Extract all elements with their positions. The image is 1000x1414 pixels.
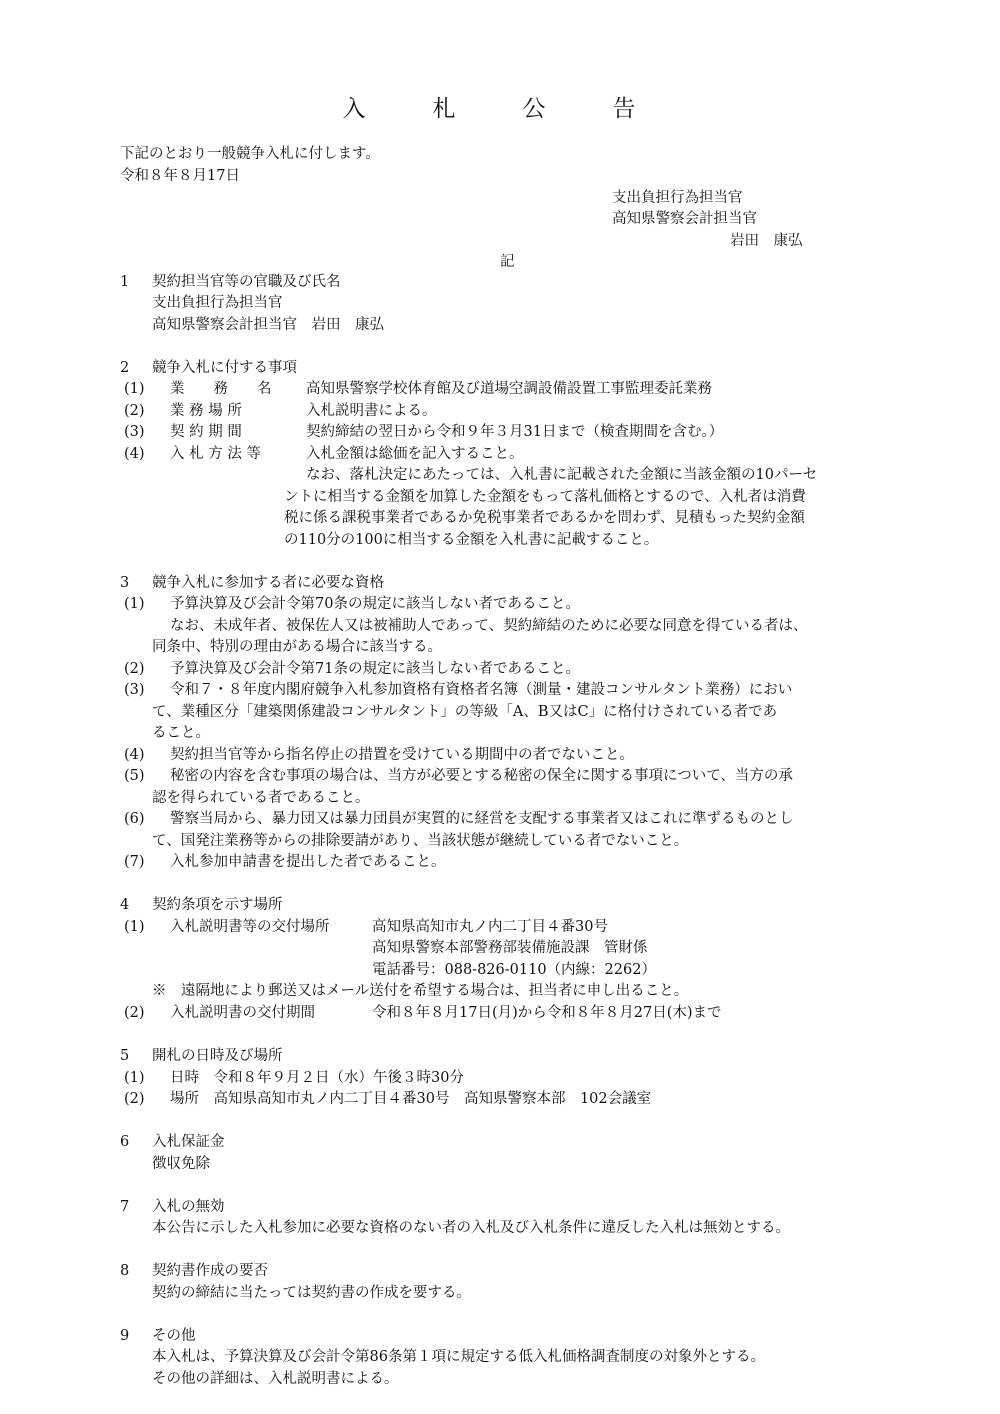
delivery-note: ※ 遠隔地により郵送又はメール送付を希望する場合は、担当者に申し出ること。 [152, 983, 689, 999]
item-mark: (5) [124, 768, 145, 784]
note-line: なお、落札決定にあたっては、入札書に記載された金額に当該金額の10パーセ [306, 467, 818, 483]
item-text: 秘密の内容を含む事項の場合は、当方が必要とする秘密の保全に関する事項について、当方の承 [170, 768, 793, 784]
item-text: 入札説明書による。 [306, 403, 437, 419]
section-number: 8 [120, 1263, 130, 1279]
item-text: 入札金額は総価を記入すること。 [306, 446, 524, 462]
note-line: 税に係る課税事業者であるか免税事業者であるかを問わず、見積もった契約金額 [284, 510, 805, 526]
item-mark: (1) [124, 596, 145, 612]
section-number: 2 [120, 360, 130, 376]
issuer-name: 岩田 康弘 [730, 233, 803, 249]
item-text: 同条中、特別の理由がある場合に該当する。 [152, 639, 442, 655]
item-text: 予算決算及び会計令第71条の規定に該当しない者であること。 [170, 661, 580, 677]
section-heading: 開札の日時及び場所 [152, 1048, 283, 1064]
official-office-name: 高知県警察会計担当官 岩田 康弘 [152, 317, 384, 333]
delivery-department: 高知県警察本部警務部装備施設課 管財係 [372, 940, 648, 956]
section-number: 9 [120, 1328, 130, 1344]
item-mark: (4) [124, 446, 145, 462]
item-text: なお、未成年者、被保佐人又は被補助人であって、契約締結のために必要な同意を得ている者は、 [170, 618, 808, 634]
section-number: 4 [120, 897, 130, 913]
item-mark: (1) [124, 919, 145, 935]
official-role: 支出負担行為担当官 [152, 295, 283, 311]
item-text: 契約締結の翌日から令和９年３月31日まで（検査期間を含む。） [306, 424, 724, 440]
delivery-period: 令和８年８月17日(月)から令和８年８月27日(木)まで [372, 1005, 722, 1021]
item-text: 高知県警察学校体育館及び道場空調設備設置工事監理委託業務 [306, 381, 712, 397]
section-heading: 契約書作成の要否 [152, 1263, 268, 1279]
section-heading: 契約担当官等の官職及び氏名 [152, 274, 341, 290]
section-number: 6 [120, 1134, 130, 1150]
section-heading: 入札の無効 [152, 1199, 225, 1215]
delivery-address: 高知県高知市丸ノ内二丁目４番30号 [372, 919, 608, 935]
note-line: の110分の100に相当する金額を入札書に記載すること。 [284, 532, 659, 548]
item-label: 入 札 方 法 等 [170, 446, 261, 462]
note-line: ントに相当する金額を加算した金額をもって落札価格とするので、入札者は消費 [284, 489, 806, 505]
section-body: 本公告に示した入札参加に必要な資格のない者の入札及び入札条件に違反した入札は無効とする。 [152, 1220, 790, 1236]
section-number: 1 [120, 274, 130, 290]
ki-heading: 記 [500, 254, 515, 270]
item-mark: (3) [124, 424, 145, 440]
item-label: 業 務 名 [170, 381, 272, 397]
section-heading: 入札保証金 [152, 1134, 225, 1150]
item-text: 契約担当官等から指名停止の措置を受けている期間中の者でないこと。 [170, 747, 634, 763]
section-heading: その他 [152, 1328, 196, 1344]
item-mark: (2) [124, 1091, 145, 1107]
item-text: て、業種区分「建築関係建設コンサルタント」の等級「A、B又はC」に格付けされている者であ [152, 704, 778, 720]
notice-date: 令和８年８月17日 [120, 168, 240, 184]
item-mark: (2) [124, 403, 145, 419]
section-body: 本入札は、予算決算及び会計令第86条第１項に規定する低入札価格調査制度の対象外とする。 [152, 1349, 765, 1365]
delivery-phone: 電話番号：088-826-0110（内線：2262） [372, 962, 656, 978]
item-mark: (3) [124, 682, 145, 698]
item-label: 契 約 期 間 [170, 424, 242, 440]
section-heading: 競争入札に参加する者に必要な資格 [152, 575, 384, 591]
item-mark: (1) [124, 381, 145, 397]
section-body: その他の詳細は、入札説明書による。 [152, 1371, 399, 1387]
item-mark: (2) [124, 661, 145, 677]
item-mark: (7) [124, 854, 145, 870]
item-text: 令和７・８年度内閣府競争入札参加資格有資格者名簿（測量・建設コンサルタント業務）におい [170, 682, 793, 698]
document-title: 入 札 公 告 [342, 96, 658, 122]
intro-text: 下記のとおり一般競争入札に付します。 [120, 146, 380, 162]
item-mark: (2) [124, 1005, 145, 1021]
item-text: 警察当局から、暴力団又は暴力団員が実質的に経営を支配する事業者又はこれに準ずるものとし [170, 811, 794, 827]
item-mark: (1) [124, 1070, 145, 1086]
section-number: 3 [120, 575, 130, 591]
item-mark: (6) [124, 811, 145, 827]
opening-location: 場所 高知県高知市丸ノ内二丁目４番30号 高知県警察本部 102会議室 [170, 1091, 652, 1107]
issuer-office: 高知県警察会計担当官 [612, 211, 757, 227]
section-body: 徴収免除 [152, 1156, 210, 1172]
item-mark: (4) [124, 747, 145, 763]
section-number: 5 [120, 1048, 130, 1064]
item-text: 予算決算及び会計令第70条の規定に該当しない者であること。 [170, 596, 580, 612]
section-heading: 競争入札に付する事項 [152, 360, 297, 376]
section-number: 7 [120, 1199, 130, 1215]
item-text: 入札参加申請書を提出した者であること。 [170, 854, 446, 870]
item-text: 認を得られている者であること。 [152, 790, 370, 806]
item-label: 業 務 場 所 [170, 403, 242, 419]
section-heading: 契約条項を示す場所 [152, 897, 283, 913]
item-label: 入札説明書等の交付場所 [170, 919, 330, 935]
opening-datetime: 日時 令和８年９月２日（水）午後３時30分 [170, 1070, 464, 1086]
item-label: 入札説明書の交付期間 [170, 1005, 315, 1021]
issuer-role: 支出負担行為担当官 [612, 190, 743, 206]
item-text: て、国発注業務等からの排除要請があり、当該状態が継続している者でないこと。 [152, 833, 689, 849]
item-text: ること。 [152, 725, 210, 741]
section-body: 契約の締結に当たっては契約書の作成を要する。 [152, 1285, 471, 1301]
